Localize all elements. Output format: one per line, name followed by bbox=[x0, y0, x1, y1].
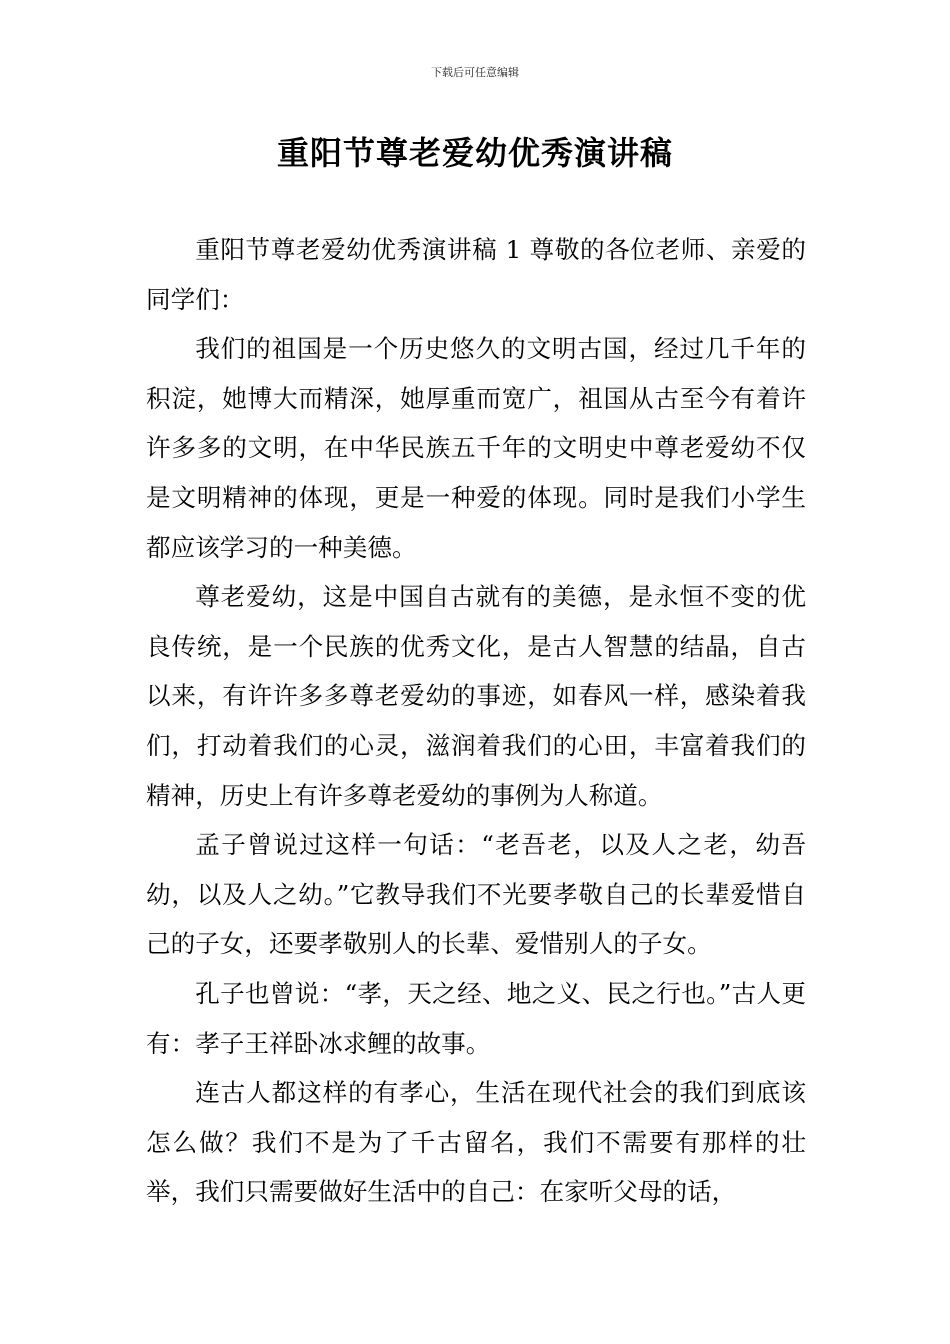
paragraph: 尊老爱幼，这是中国自古就有的美德，是永恒不变的优良传统，是一个民族的优秀文化，是古人智慧的结晶，自古以来，有许许多多尊老爱幼的事迹，如春风一样，感染着我们，打动着我们的心灵，滋润着我们的心田，丰富着我们的精神，历史上有许多尊老爱幼的事例为人称道。 bbox=[146, 582, 806, 810]
document-body bbox=[146, 225, 806, 1217]
paragraph: 连古人都这样的有孝心，生活在现代社会的我们到底该怎么做？我们不是为了千古留名，我们不需要有那样的壮举，我们只需要做好生活中的自己：在家听父母的话， bbox=[146, 1078, 806, 1207]
paragraph: 我们的祖国是一个历史悠久的文明古国，经过几千年的积淀，她博大而精深，她厚重而宽广，祖国从古至今有着许许多多的文明，在中华民族五千年的文明史中尊老爱幼不仅是文明精神的体现，更是一种爱的体现。同时是我们小学生都应该学习的一种美德。 bbox=[146, 334, 806, 562]
paragraph: 重阳节尊老爱幼优秀演讲稿 1 尊敬的各位老师、亲爱的同学们： bbox=[146, 235, 806, 314]
paragraph: 孟子曾说过这样一句话：“老吾老，以及人之老，幼吾幼，以及人之幼。”它教导我们不光要孝敬自己的长辈爱惜自己的子女，还要孝敬别人的长辈、爱惜别人的子女。 bbox=[146, 830, 806, 959]
document-title: 重阳节尊老爱幼优秀演讲稿 bbox=[276, 134, 673, 172]
paragraph: 孔子也曾说：“孝，天之经、地之义、民之行也。”古人更有：孝子王祥卧冰求鲤的故事。 bbox=[146, 978, 806, 1058]
header-note: 下载后可任意编辑 bbox=[431, 66, 519, 79]
